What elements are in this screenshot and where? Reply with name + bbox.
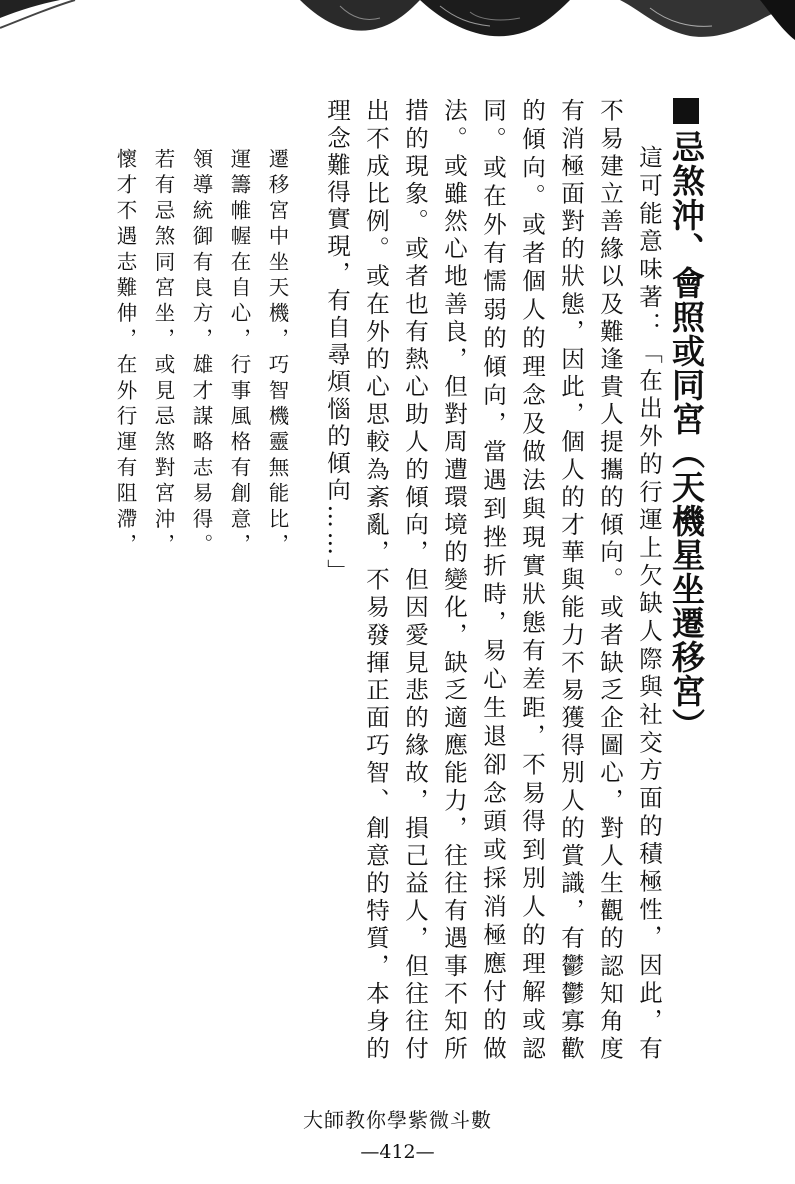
- body-paragraph-block: [323, 98, 668, 1063]
- page-number: —412—: [360, 1141, 435, 1163]
- black-square-bullet-icon: [673, 98, 699, 124]
- verse-block: [96, 148, 296, 568]
- body-paragraph: 這可能意味著：「在出外的行運上欠缺人際與社交方面的積極性，因此，有不易建立善緣以及難逢貴人提攜的傾向。或者缺乏企圖心，對人生觀的認知角度有消極面對的狀態，因此，個人的才華與能力不易獲得別人的賞識，有鬱鬱寡歡的傾向。或者個人的理念及做法與現實狀態有差距，不易得到別人的理解或認同。或在外有懦弱的傾向，當遇到挫折時，易心生退卻念頭或採消極應付的做法。或雖然心地善良，但對周遭環境的變化，缺乏適應能力，往往有遇事不知所措的現象。或者也有熱心助人的傾向，但因愛見悲的緣故，損己益人，但往往付出不成比例。或在外的心思較為紊亂，不易發揮正面巧智、創意的特質，本身的理念難得實現，有自尋煩惱的傾向……」: [323, 98, 663, 1063]
- verse-line: 運籌帷幄在自心，行事風格有創意，: [227, 148, 251, 560]
- decorative-header-art: [0, 0, 795, 70]
- section-heading-text: 忌煞沖、會照或同宮（天機星坐遷移宮）: [667, 130, 706, 742]
- verse-line: 懷才不遇志難伸，在外行運有阻滯，: [113, 148, 137, 560]
- footer-book-title: 大師教你學紫微斗數: [303, 1108, 492, 1132]
- verse-line: 若有忌煞同宮坐，或見忌煞對宮沖，: [151, 148, 175, 560]
- verse-line: 遷移宮中坐天機，巧智機靈無能比，: [265, 148, 289, 560]
- verse-line: 領導統御有良方，雄才謀略志易得。: [189, 148, 213, 560]
- page-footer: [0, 1108, 795, 1164]
- section-heading: [664, 98, 708, 742]
